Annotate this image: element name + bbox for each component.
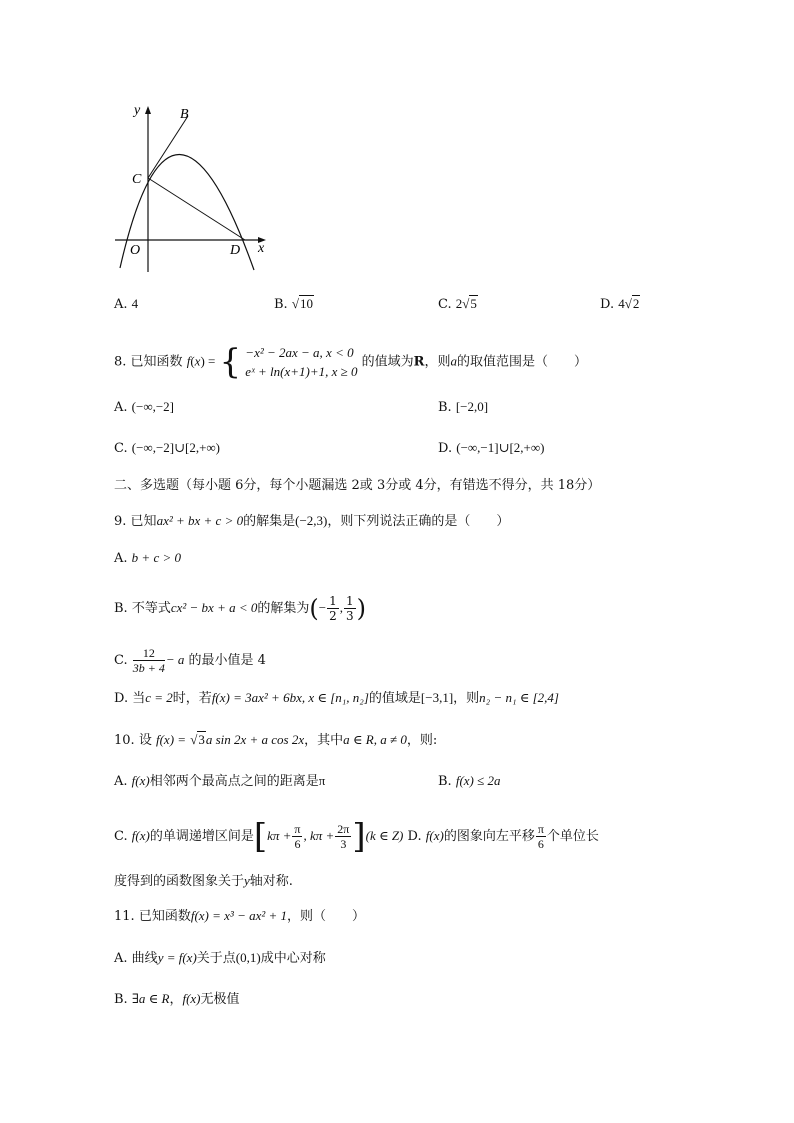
option-letter: A. — [114, 400, 128, 415]
inequality: cx² − bx + a < 0 — [170, 600, 258, 615]
function-graph-figure — [110, 100, 280, 275]
paren: ) = — [200, 353, 216, 369]
function-name: f — [186, 353, 191, 369]
option-letter: A. — [114, 297, 128, 312]
existence-condition: ∃a ∈ R — [131, 991, 170, 1006]
option-text: 度得到的函数图象关于 — [114, 874, 245, 889]
fraction-1 — [292, 822, 302, 851]
option-text: 当 — [132, 691, 146, 706]
label-o: O — [130, 243, 141, 258]
option-text: 曲线 — [131, 951, 158, 966]
fraction-2 — [344, 594, 356, 623]
paren: ( — [190, 353, 195, 369]
q10-stem — [114, 730, 437, 751]
question-number: 9. — [114, 514, 127, 529]
option-value: b + c > 0 — [131, 550, 181, 565]
numerator: 12 — [133, 646, 165, 661]
option-value: 4 — [131, 296, 139, 311]
function-name: f(x) — [131, 773, 150, 788]
q8-option-b — [438, 397, 488, 418]
option-letter: A. — [114, 551, 128, 566]
point: (0,1) — [235, 950, 261, 965]
q10-option-a — [114, 771, 325, 792]
stem-text: ，则 — [424, 354, 451, 370]
option-text: ， — [169, 992, 183, 1007]
option-letter: C. — [438, 297, 452, 312]
option-text: 无极值 — [200, 992, 240, 1007]
label-d: D — [230, 243, 241, 258]
label-c: C — [132, 172, 142, 187]
option-letter: A. — [114, 951, 128, 966]
segment-cd — [148, 178, 245, 240]
fraction-2 — [335, 822, 351, 851]
option-letter: B. — [114, 992, 128, 1007]
numerator: 2π — [337, 822, 350, 836]
stem-text: 的解集是 — [243, 514, 296, 529]
stem-text: 已知 — [130, 514, 157, 529]
q10-option-b — [438, 771, 501, 792]
option-letter: C. — [114, 441, 128, 456]
sqrt-sign: √ — [291, 296, 299, 311]
denominator: 3 — [340, 837, 347, 851]
var-a: a — [450, 353, 457, 369]
stem-text: ，则下列说法正确的是（ ） — [327, 514, 510, 529]
condition: a ∈ R, a ≠ 0 — [343, 732, 407, 747]
option-coef: 2 — [455, 296, 463, 311]
label-b: B — [180, 107, 189, 122]
minus-a: − a — [165, 652, 185, 667]
function-name: f(x) — [182, 991, 201, 1006]
q7-option-b — [274, 294, 314, 315]
q7-option-a — [114, 294, 138, 315]
q11-stem — [114, 906, 365, 927]
stem-text: ，则（ ） — [287, 909, 366, 924]
denominator: 3 — [346, 609, 354, 623]
question-number: 11. — [114, 909, 135, 924]
function-lhs: f(x) = — [155, 732, 187, 747]
option-text: 的值域是 — [368, 691, 421, 706]
stem-text: 的取值范围是（ ） — [456, 354, 587, 370]
option-letter: A. — [114, 774, 128, 789]
function-name: f(x) — [425, 828, 444, 843]
q8-option-c — [114, 438, 220, 459]
term: , kπ + — [303, 828, 335, 843]
option-text: 相邻两个最高点之间的距离是 — [149, 774, 319, 789]
left-brace: { — [219, 342, 242, 382]
function-expression: f(x) = x³ − ax² + 1 — [190, 908, 288, 923]
q7-option-d — [600, 294, 640, 315]
q9-option-c — [114, 646, 266, 675]
option-radicand: 5 — [470, 296, 477, 311]
numerator: 1 — [346, 594, 354, 608]
sqrt-sign: √ — [624, 296, 632, 311]
y-axis-arrow — [145, 106, 151, 114]
option-text: 成中心对称 — [260, 951, 326, 966]
curve: y = f(x) — [157, 950, 197, 965]
range: [−3,1] — [420, 690, 454, 705]
radicand: 3 — [198, 732, 205, 747]
solution-set: (−2,3) — [295, 513, 328, 528]
fraction — [133, 646, 165, 675]
option-text: ，则 — [453, 691, 480, 706]
case-2: eˣ + ln(x+1)+1, x ≥ 0 — [245, 364, 358, 379]
option-value: (−∞,−2] — [131, 399, 175, 414]
option-letter: B. — [438, 774, 452, 789]
option-text: 的最小值是 4 — [188, 653, 266, 668]
function-rhs: a sin 2x + a cos 2x — [205, 732, 305, 747]
result: n₂ − n₁ ∈ [2,4] — [479, 690, 559, 705]
q9-stem — [114, 511, 509, 532]
option-value: (−∞,−2]∪[2,+∞) — [131, 440, 221, 455]
label-y: y — [134, 103, 141, 118]
numerator: π — [537, 822, 544, 836]
option-letter: C. — [114, 829, 128, 844]
option-text: 的单调递增区间是 — [149, 829, 254, 844]
option-letter: D. — [114, 691, 129, 706]
q8-option-a — [114, 397, 174, 418]
denominator: 6 — [537, 837, 544, 851]
paren: ( — [309, 594, 319, 623]
condition: c = 2 — [145, 690, 173, 705]
bracket: ] — [352, 816, 366, 857]
option-letter: D. — [438, 441, 453, 456]
section-2-heading: 二、多选题（每小题 6分，每个小题漏选 2或 3分或 4分，有错选不得分，共 18分） — [114, 478, 601, 493]
piecewise-cases — [245, 343, 357, 381]
question-number: 8. — [114, 354, 127, 370]
sqrt-sign: √ — [190, 732, 198, 747]
option-value: 10 — [299, 296, 313, 311]
option-text: 不等式 — [131, 601, 171, 616]
stem-text: 设 — [138, 733, 152, 748]
option-coef: 4 — [618, 296, 625, 311]
numerator: π — [294, 822, 301, 836]
option-text: 时，若 — [172, 691, 212, 706]
option-value: [−2,0] — [455, 399, 489, 414]
label-x: x — [258, 241, 265, 256]
bracket: [ — [253, 816, 268, 857]
q7-option-c — [438, 294, 478, 315]
minus: − — [318, 600, 327, 615]
var-y: y — [244, 873, 250, 888]
q9-option-b — [114, 594, 366, 623]
q9-option-a — [114, 548, 181, 569]
fraction — [536, 822, 546, 851]
option-letter: B. — [114, 601, 128, 616]
option-value: (−∞,−1]∪[2,+∞) — [456, 440, 545, 455]
option-text: 关于点 — [196, 951, 236, 966]
option-value: f(x) ≤ 2a — [455, 773, 501, 788]
sqrt-sign: √ — [462, 296, 470, 311]
stem-text: 已知函数 — [138, 909, 191, 924]
q10-option-c-d — [114, 816, 599, 857]
q8-stem — [114, 343, 587, 381]
pi: π — [318, 773, 326, 788]
stem-text: ，其中 — [304, 733, 344, 748]
var-x: x — [194, 353, 201, 369]
k-condition: (k ∈ Z) — [365, 828, 404, 843]
numerator: 1 — [329, 594, 337, 608]
q11-option-b — [114, 989, 240, 1010]
inequality: ax² + bx + c > 0 — [156, 513, 244, 528]
denominator: 3b + 4 — [132, 661, 165, 675]
segment-cb — [148, 116, 188, 178]
paren: ) — [356, 594, 367, 623]
option-radicand: 2 — [632, 296, 640, 311]
denominator: 6 — [294, 837, 301, 851]
stem-text: ，则: — [406, 733, 438, 748]
option-text: 的图象向左平移 — [443, 829, 535, 844]
stem-text: 的值域为 — [361, 354, 414, 370]
fraction-1 — [327, 594, 339, 623]
option-text: 轴对称. — [249, 874, 293, 889]
option-letter: B. — [274, 297, 288, 312]
denominator: 2 — [329, 609, 337, 623]
q9-option-d — [114, 688, 559, 709]
term: kπ + — [267, 828, 292, 843]
option-text: 的解集为 — [257, 601, 310, 616]
q8-option-d — [438, 438, 544, 459]
stem-text: 已知函数 — [130, 354, 183, 370]
function-expression: f(x) = 3ax² + 6bx, x ∈ [n₁, n₂] — [211, 690, 369, 705]
q11-option-a — [114, 948, 326, 969]
option-text: 个单位长 — [546, 829, 599, 844]
option-letter: B. — [438, 400, 452, 415]
real-set: R — [413, 354, 425, 370]
option-letter: C. — [114, 653, 128, 668]
comma: , — [339, 600, 343, 615]
function-name: f(x) — [131, 828, 150, 843]
option-letter: D. — [600, 297, 615, 312]
q10-option-d-continued — [114, 871, 293, 892]
option-letter: D. — [407, 829, 422, 844]
question-number: 10. — [114, 733, 135, 748]
case-1: −x² − 2ax − a, x < 0 — [245, 345, 354, 360]
